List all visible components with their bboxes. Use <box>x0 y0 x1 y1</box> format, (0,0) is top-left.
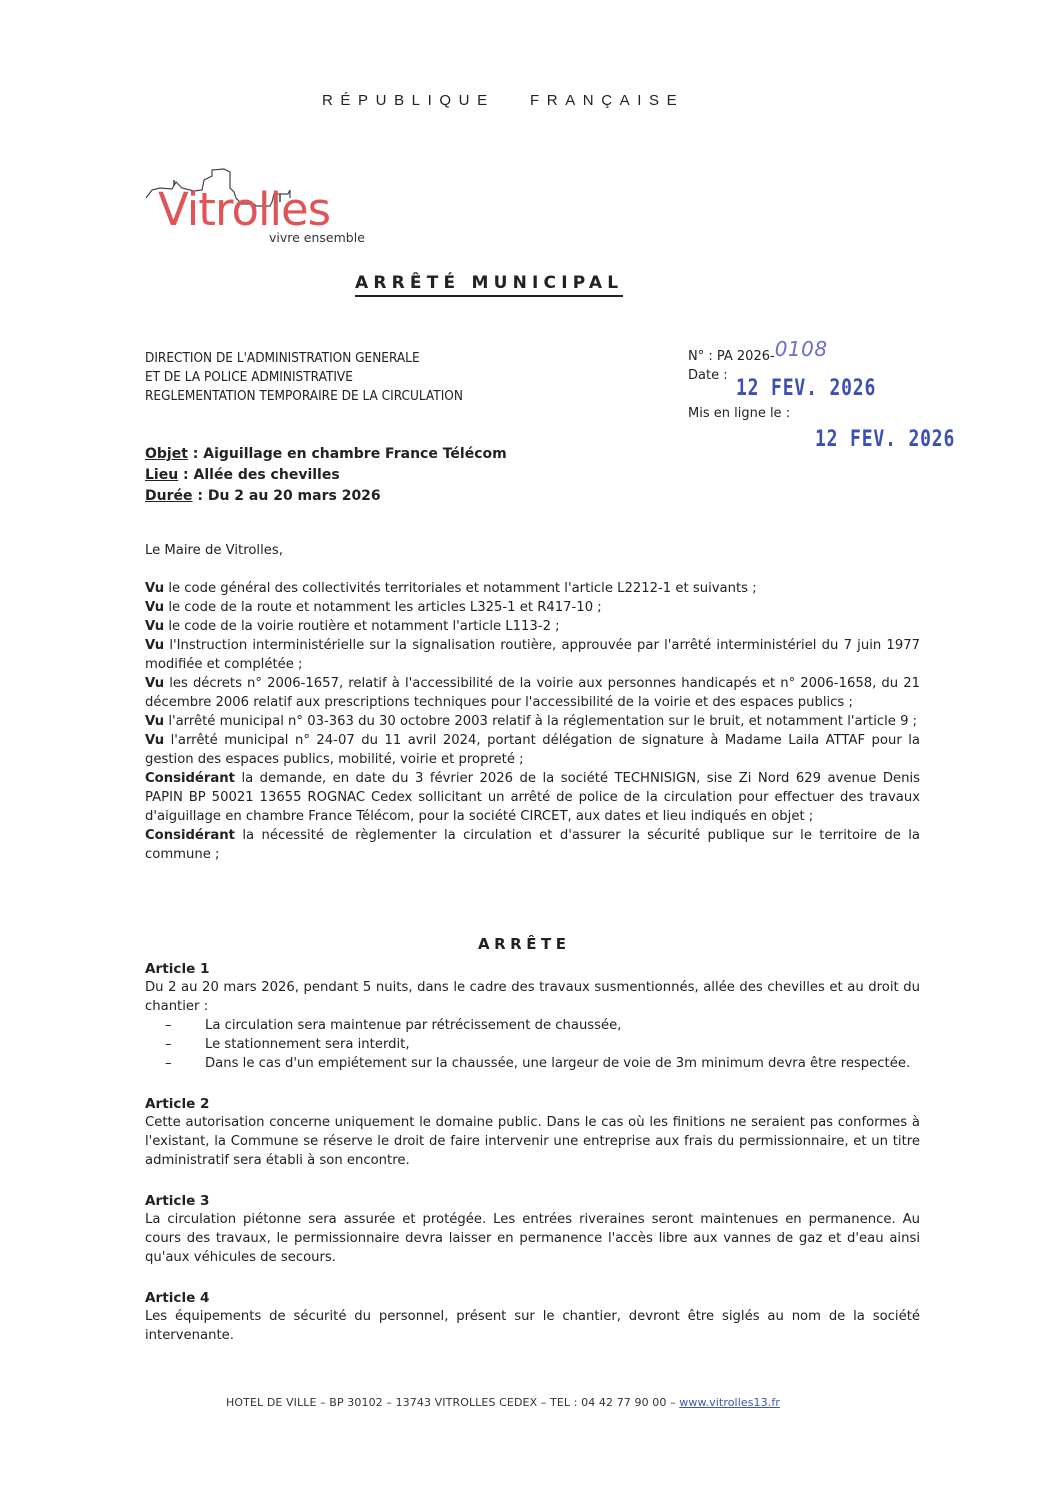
consideration-text: l'arrêté municipal n° 24-07 du 11 avril 2024, portant délégation de signature à Madame Laila ATTAF pour la gestion des espaces publics, mobilité, voirie et propreté ; <box>145 733 920 767</box>
reference-number-label: N° : PA 2026- <box>688 349 775 364</box>
preamble <box>145 541 920 864</box>
logo-wordmark: Vitrolles <box>158 183 331 236</box>
date-label: Date : <box>688 368 728 383</box>
consideration-text: la demande, en date du 3 février 2026 de la société TECHNISIGN, sise Zi Nord 629 avenue Denis PAPIN BP 50021 13655 ROGNAC Cedex sollicitant un arrêté de police de la circulation pour effectuer des travaux d'aiguillage en chambre France Télécom, pour la société CIRCET, aux dates et lieu indiqués en objet ; <box>145 771 920 824</box>
objet-value: : Aiguillage en chambre France Télécom <box>187 446 507 462</box>
consideration-keyword: Vu <box>145 733 165 748</box>
footer-address: HOTEL DE VILLE – BP 30102 – 13743 VITROLLES CEDEX – TEL : 04 42 77 90 00 – <box>226 1396 680 1409</box>
article-4 <box>145 1289 920 1345</box>
online-date-stamp: 12 FEV. 2026 <box>815 427 956 452</box>
list-item: – Dans le cas d'un empiétement sur la chaussée, une largeur de voie de 3m minimum devra être respectée. <box>165 1054 920 1073</box>
consideration-text: le code de la route et notamment les articles L325-1 et R417-10 ; <box>164 600 602 615</box>
article-title: Article 2 <box>145 1096 210 1112</box>
consideration-text: la nécessité de règlementer la circulation et d'assurer la sécurité publique sur le territoire de la commune ; <box>145 828 920 862</box>
footer <box>226 1396 780 1409</box>
article-1-list <box>145 1016 920 1073</box>
consideration-keyword: Vu <box>145 619 165 634</box>
consideration-item <box>145 636 920 674</box>
consideration-item <box>145 731 920 769</box>
lieu-value: : Allée des chevilles <box>178 467 340 483</box>
considerations-list <box>145 579 920 864</box>
consideration-keyword: Vu <box>145 714 165 729</box>
subject-duree <box>145 486 507 507</box>
article-text: Du 2 au 20 mars 2026, pendant 5 nuits, dans le cadre des travaux susmentionnés, allée des chevilles et au droit du chantier : <box>145 980 920 1014</box>
consideration-item <box>145 674 920 712</box>
article-title: Article 4 <box>145 1290 210 1306</box>
article-title: Article 1 <box>145 961 210 977</box>
list-item: – La circulation sera maintenue par rétrécissement de chaussée, <box>165 1016 920 1035</box>
direction-line: DIRECTION DE L'ADMINISTRATION GENERALE <box>145 351 420 366</box>
consideration-text: le code de la voirie routière et notamment l'article L113-2 ; <box>164 619 560 634</box>
consideration-keyword: Vu <box>145 676 165 691</box>
duree-label: Durée <box>145 488 193 504</box>
articles <box>145 960 920 1345</box>
article-text: Les équipements de sécurité du personnel, présent sur le chantier, devront être siglés au nom de la société intervenante. <box>145 1309 920 1343</box>
consideration-keyword: Vu <box>145 581 165 596</box>
article-3 <box>145 1192 920 1267</box>
consideration-item <box>145 712 920 731</box>
decision-heading: ARRÊTE <box>478 935 571 953</box>
republic-heading: RÉPUBLIQUE FRANÇAISE <box>322 92 685 109</box>
article-1 <box>145 960 920 1073</box>
consideration-text: le code général des collectivités territoriales et notamment l'article L2212-1 et suivants ; <box>164 581 757 596</box>
website-link[interactable]: www.vitrolles13.fr <box>679 1396 780 1409</box>
consideration-text: les décrets n° 2006-1657, relatif à l'accessibilité de la voirie aux personnes handicapés et n° 2006-1658, du 21 décembre 2006 relatif aux prescriptions techniques pour l'accessibilité de la voirie et des espaces publics ; <box>145 676 920 710</box>
consideration-item <box>145 579 920 598</box>
subject-lieu <box>145 465 507 486</box>
subject-objet <box>145 444 507 465</box>
duree-value: : Du 2 au 20 mars 2026 <box>192 488 381 504</box>
consideration-item <box>145 617 920 636</box>
objet-label: Objet <box>145 446 188 462</box>
direction-line: REGLEMENTATION TEMPORAIRE DE LA CIRCULATION <box>145 389 463 404</box>
consideration-keyword: Vu <box>145 600 165 615</box>
reference-number <box>688 337 828 366</box>
handwritten-number: 0108 <box>774 337 828 361</box>
consideration-item <box>145 598 920 617</box>
article-text: La circulation piétonne sera assurée et protégée. Les entrées riveraines seront maintenues en permanence. Au cours des travaux, le permissionnaire devra laisser en permanence l'accès libre aux vannes de gaz et d'eau ainsi qu'aux véhicules de secours. <box>145 1212 920 1265</box>
lieu-label: Lieu <box>145 467 179 483</box>
document-title: ARRÊTÉ MUNICIPAL <box>355 273 623 297</box>
consideration-keyword: Considérant <box>145 828 235 843</box>
article-title: Article 3 <box>145 1193 210 1209</box>
date-stamp: 12 FEV. 2026 <box>736 376 877 401</box>
consideration-item <box>145 769 920 826</box>
online-label: Mis en ligne le : <box>688 406 791 421</box>
consideration-keyword: Considérant <box>145 771 235 786</box>
article-text: Cette autorisation concerne uniquement le domaine public. Dans le cas où les finitions ne seraient pas conformes à l'existant, la Commune se réserve le droit de faire intervenir une entreprise aux frais du permissionnaire, et un titre administratif sera établi à son encontre. <box>145 1115 920 1168</box>
consideration-text: l'arrêté municipal n° 03-363 du 30 octobre 2003 relatif à la réglementation sur le bruit, et notamment l'article 9 ; <box>164 714 918 729</box>
list-item: – Le stationnement sera interdit, <box>165 1035 920 1054</box>
consideration-text: l'Instruction interministérielle sur la signalisation routière, approuvée par l'arrêté interministériel du 7 juin 1977 modifiée et complétée ; <box>145 638 920 672</box>
opening-line: Le Maire de Vitrolles, <box>145 543 283 558</box>
consideration-keyword: Vu <box>145 638 165 653</box>
direction-block <box>145 349 463 406</box>
direction-line: ET DE LA POLICE ADMINISTRATIVE <box>145 370 353 385</box>
subject-block <box>145 444 507 507</box>
article-2 <box>145 1095 920 1170</box>
logo-tagline: vivre ensemble <box>269 230 365 245</box>
consideration-item <box>145 826 920 864</box>
